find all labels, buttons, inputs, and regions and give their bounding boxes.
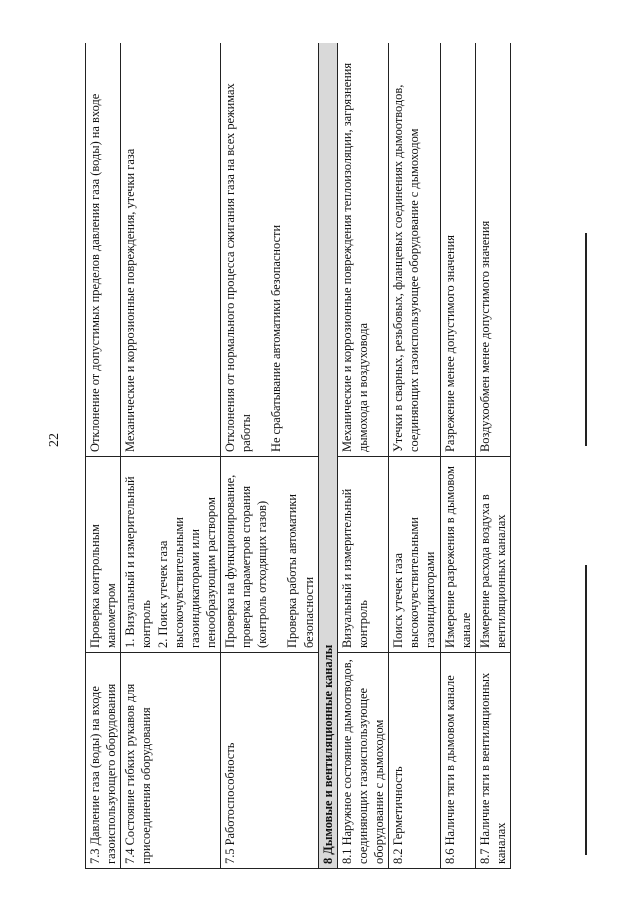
table-cell-method <box>221 457 319 653</box>
table-row <box>440 43 475 869</box>
table-cell-item: 7.4 Состояние гибких рукавов для присоединения оборудования <box>121 653 221 869</box>
table-row <box>389 43 440 869</box>
table-cell-item: 8.1 Наружное состояние дымоотводов, соединяющих газоиспользующее оборудование с дымоходом <box>337 653 388 869</box>
method-text-2: Проверка работы автоматики безопасности <box>285 494 316 648</box>
table-cell-defect <box>221 43 319 457</box>
spacer <box>254 47 268 452</box>
table-cell-method: Поиск утечек газа высокочувствительными газоиндикаторами <box>389 457 440 653</box>
footnote-rule <box>585 565 587 855</box>
table-cell-method: Измерение разрежения в дымовом канале <box>440 457 475 653</box>
defect-text: Отклонения от нормального процесса сжигания газа на всех режимах работы <box>223 83 254 452</box>
table-cell-item: 8.2 Герметичность <box>389 653 440 869</box>
table-cell-item: 7.3 Давление газа (воды) на входе газоиспользующего оборудования <box>86 653 121 869</box>
page-number: 22 <box>47 433 62 447</box>
table-row <box>221 43 319 869</box>
table-cell-defect: Воздухообмен менее допустимого значения <box>475 43 510 457</box>
table-cell-defect: Разрежение менее допустимого значения <box>440 43 475 457</box>
table-cell-defect: Отклонение от допустимых пределов давления газа (воды) на входе <box>86 43 121 457</box>
table-cell-method: Измерение расхода воздуха в вентиляционных каналах <box>475 457 510 653</box>
inspection-table-frame <box>85 43 557 869</box>
table-cell-method: Визуальный и измерительный контроль <box>337 457 388 653</box>
spacer <box>270 461 284 648</box>
defect-text-2: Не срабатывание автоматики безопасности <box>269 224 284 452</box>
section-row <box>318 43 337 869</box>
table-cell-defect: Механические и коррозионные повреждения теплоизоляции, загрязнения дымохода и воздуховода <box>337 43 388 457</box>
table-row <box>475 43 510 869</box>
table-row <box>86 43 121 869</box>
table-cell-item: 8.7 Наличие тяги в вентиляционных каналах <box>475 653 510 869</box>
table-row <box>337 43 388 869</box>
method-text: Проверка на функционирование, проверка параметров сгорания (контроль отходящих газов) <box>223 474 270 648</box>
table-cell-defect: Механические и коррозионные повреждения, утечки газа <box>121 43 221 457</box>
table-row <box>121 43 221 869</box>
footnote-rule <box>585 233 587 446</box>
inspection-table <box>85 43 511 869</box>
table-cell-method: Проверка контрольным манометром <box>86 457 121 653</box>
table-cell-item: 8.6 Наличие тяги в дымовом канале <box>440 653 475 869</box>
section-heading: 8 Дымовые и вентиляционные каналы <box>318 43 337 869</box>
table-cell-item: 7.5 Работоспособность <box>221 653 319 869</box>
table-cell-method: 1. Визуальный и измерительный контроль 2. Поиск утечек газа высокочувствительными газоиндикаторами или пенообразующим раствором <box>121 457 221 653</box>
table-cell-defect: Утечки в сварных, резьбовых, фланцевых соединениях дымоотводов, соединяющих газоиспользующее оборудование с дымоходом <box>389 43 440 457</box>
